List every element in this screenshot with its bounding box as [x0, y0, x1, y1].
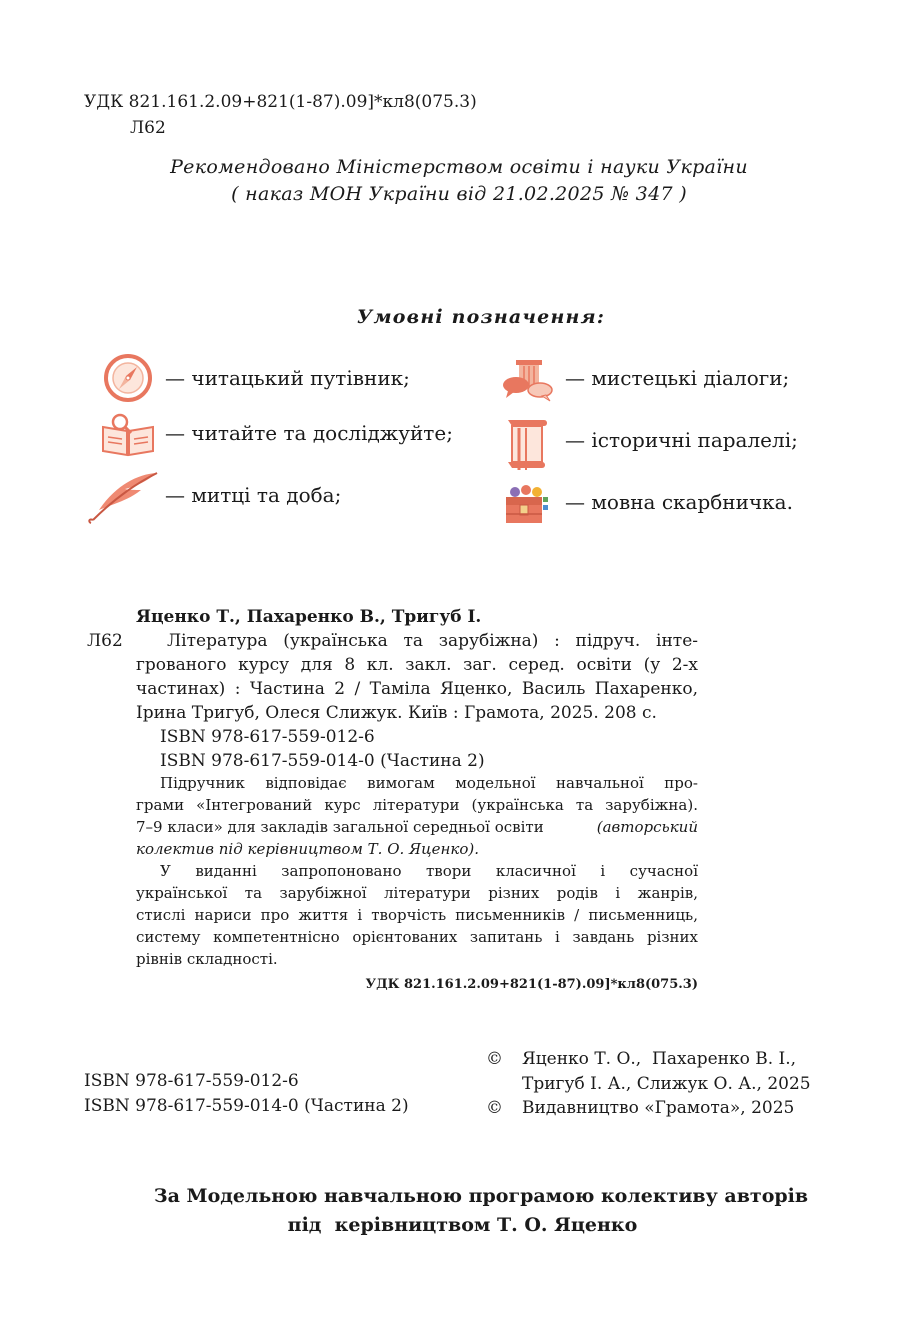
bib-isbn-1: ISBN 978-617-559-012-6 — [160, 727, 375, 747]
legend-item-label: — митці та доба; — [165, 483, 342, 507]
annotation-line: систему компетентнісно орієнтованих запитань і завдань різних — [136, 928, 698, 946]
legend-item-label: — читайте та досліджуйте; — [165, 421, 453, 445]
annotation-line: рівнів складності. — [136, 950, 278, 968]
recommendation-line-2: ( наказ МОН України від 21.02.2025 № 347 ) — [231, 183, 687, 205]
legend-item-label: — читацький путівник; — [165, 366, 410, 390]
bib-line: частинах) : Частина 2 / Таміла Яценко, Василь Пахаренко, — [136, 679, 698, 699]
annotation-text: 7–9 класи» для закладів загальної середньої освіти — [136, 818, 544, 836]
udk-code: УДК 821.161.2.09+821(1-87).09]*кл8(075.3) — [84, 92, 477, 112]
annotation-line: У виданні запропоновано твори класичної і сучасної — [160, 862, 698, 880]
bib-line: грованого курсу для 8 кл. закл. заг. серед. освіти (у 2-х — [136, 655, 698, 675]
copyright-publisher: Видавництво «Грамота», 2025 — [522, 1098, 795, 1118]
bib-line: Література (українська та зарубіжна) : підруч. інте- — [167, 631, 698, 651]
copyright-symbol: © — [486, 1049, 503, 1069]
annotation-line — [136, 817, 698, 838]
annotation-line: Підручник відповідає вимогам модельної навчальної про- — [160, 774, 698, 792]
footer-isbn-1: ISBN 978-617-559-012-6 — [84, 1071, 299, 1091]
scroll-column-icon — [504, 416, 550, 478]
bib-authors: Яценко Т., Пахаренко В., Тригуб І. — [136, 607, 482, 627]
open-book-magnifier-icon — [100, 413, 156, 461]
annotation-line: української та зарубіжної літератури різних родів і жанрів, — [136, 884, 698, 902]
copyright-symbol: © — [486, 1098, 503, 1118]
bib-code: Л62 — [87, 631, 123, 651]
legend-item-label: — мистецькі діалоги; — [565, 366, 790, 390]
copyright-authors-line-1: Яценко Т. О., Пахаренко В. І., — [522, 1049, 797, 1069]
quill-feather-icon — [85, 470, 161, 530]
annotation-line: стислі нариси про життя і творчість письменників / письменниць, — [136, 906, 698, 924]
bib-isbn-2: ISBN 978-617-559-014-0 (Частина 2) — [160, 751, 485, 771]
library-code: Л62 — [130, 118, 166, 138]
annotation-text-italic: (авторський — [596, 818, 698, 836]
legend-item-label: — історичні паралелі; — [565, 428, 798, 452]
treasure-chest-icon — [502, 483, 550, 529]
compass-icon — [103, 353, 153, 407]
column-speech-bubbles-icon — [502, 358, 554, 406]
bib-udk: УДК 821.161.2.09+821(1-87).09]*кл8(075.3) — [365, 977, 698, 992]
annotation-line: грами «Інтегрований курс літератури (українська та зарубіжна). — [136, 796, 698, 814]
program-line-2: під керівництвом Т. О. Яценко — [287, 1214, 638, 1236]
legend-item-label: — мовна скарбничка. — [565, 490, 793, 514]
recommendation-line-1: Рекомендовано Міністерством освіти і науки України — [170, 156, 748, 178]
annotation-line: колектив під керівництвом Т. О. Яценко). — [136, 840, 479, 858]
bib-line: Ірина Тригуб, Олеся Слижук. Київ : Грамота, 2025. 208 с. — [136, 703, 657, 723]
copyright-authors-line-2: Тригуб І. А., Слижук О. А., 2025 — [522, 1074, 811, 1094]
footer-isbn-2: ISBN 978-617-559-014-0 (Частина 2) — [84, 1096, 409, 1116]
legend-title: Умовні позначення: — [356, 306, 606, 328]
program-line-1: За Модельною навчальною програмою колективу авторів — [153, 1185, 809, 1207]
